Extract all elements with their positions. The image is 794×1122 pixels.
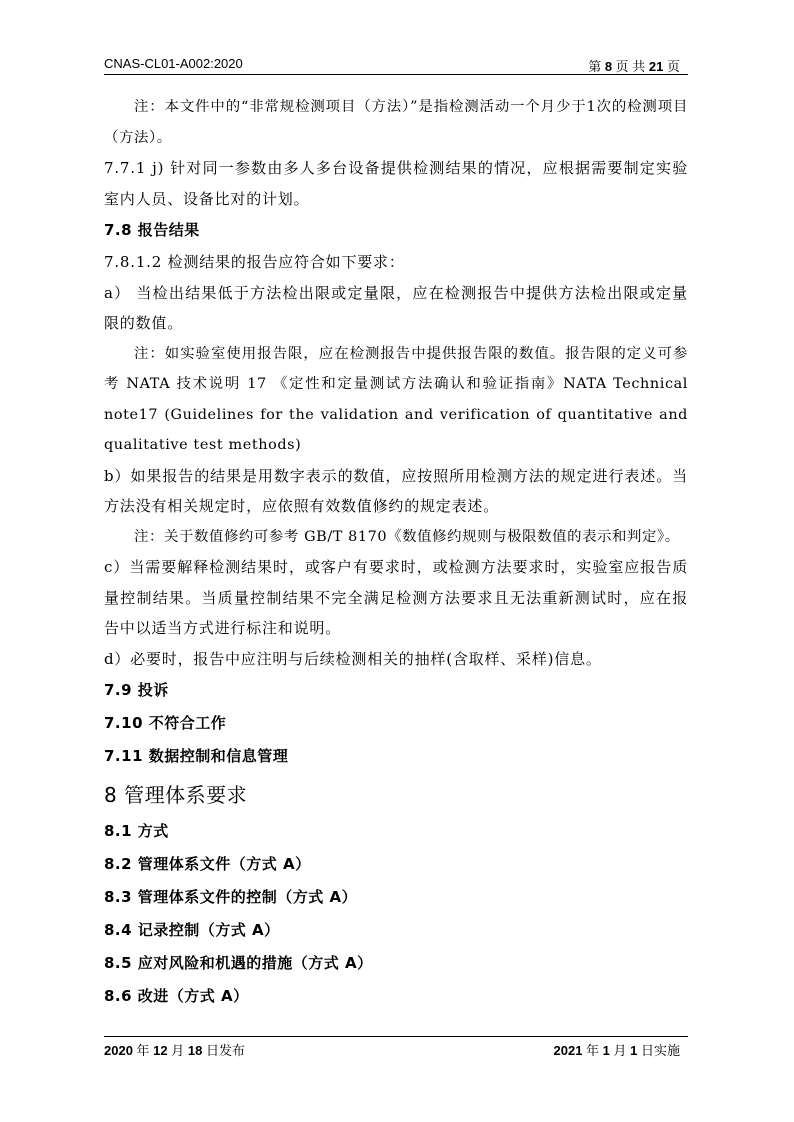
heading-8-1: 8.1 方式 (104, 822, 169, 840)
publish-date: 2020 年 12 月 18 日发布 (104, 1043, 245, 1058)
page-footer (104, 1040, 688, 1060)
header-divider (104, 74, 688, 75)
heading-8-6: 8.6 改进（方式 A） (104, 987, 249, 1005)
heading-7-8: 7.8 报告结果 (104, 221, 200, 239)
item-d: d）必要时，报告中应注明与后续检测相关的抽样(含取样、采样)信息。 (104, 649, 602, 668)
paragraph-7-8-1-2: 7.8.1.2 检测结果的报告应符合如下要求： (104, 253, 405, 271)
heading-7-10: 7.10 不符合工作 (104, 714, 227, 732)
current-page: 8 (604, 59, 613, 74)
page-number: 第 8 页 共 21 页 (588, 59, 680, 74)
heading-8: 8 管理体系要求 (104, 783, 248, 807)
paragraph-7-7-1-j: 7.7.1 j) 针对同一参数由多人多台设备提供检测结果的情况，应根据需要制定实验室内人员、设备比对的计划。 (104, 159, 688, 208)
heading-7-11: 7.11 数据控制和信息管理 (104, 747, 289, 765)
heading-8-5: 8.5 应对风险和机遇的措施（方式 A） (104, 954, 373, 972)
heading-8-2: 8.2 管理体系文件（方式 A） (104, 855, 311, 873)
heading-7-9: 7.9 投诉 (104, 681, 169, 699)
item-b: b）如果报告的结果是用数字表示的数值，应按照所用检测方法的规定进行表述。当方法没有相关规定时，应依照有效数值修约的规定表述。 (104, 466, 688, 515)
item-c: c）当需要解释检测结果时，或客户有要求时，或检测方法要求时，实验室应报告质量控制结果。当质量控制结果不完全满足检测方法要求且无法重新测试时，应在报告中以适当方式进行标注和说明。 (104, 558, 688, 637)
page-body (104, 92, 688, 1013)
note-rounding: 注：关于数值修约可参考 GB/T 8170《数值修约规则与极限数值的表示和判定》。 (134, 528, 680, 545)
footer-divider (104, 1036, 688, 1037)
note-report-limit: 注：如实验室使用报告限，应在检测报告中提供报告限的数值。报告限的定义可参考 NATA 技术说明 17 《定性和定量测试方法确认和验证指南》NATA Technical note17 (Guidelines for the validation and verification of quantitative and qualitative test methods) (104, 345, 688, 453)
note-non-routine-tests: 注：本文件中的“非常规检测项目（方法）”是指检测活动一个月少于1次的检测项目（方法）。 (104, 99, 688, 146)
item-a: a） 当检出结果低于方法检出限或定量限，应在检测报告中提供方法检出限或定量限的数值。 (104, 283, 688, 332)
page-header (104, 52, 688, 74)
document-id: CNAS-CL01-A002:2020 (104, 56, 243, 71)
heading-8-4: 8.4 记录控制（方式 A） (104, 921, 280, 939)
implementation-date: 2021 年 1 月 1 日实施 (553, 1043, 680, 1058)
heading-8-3: 8.3 管理体系文件的控制（方式 A） (104, 888, 358, 906)
total-pages: 21 (648, 59, 664, 74)
